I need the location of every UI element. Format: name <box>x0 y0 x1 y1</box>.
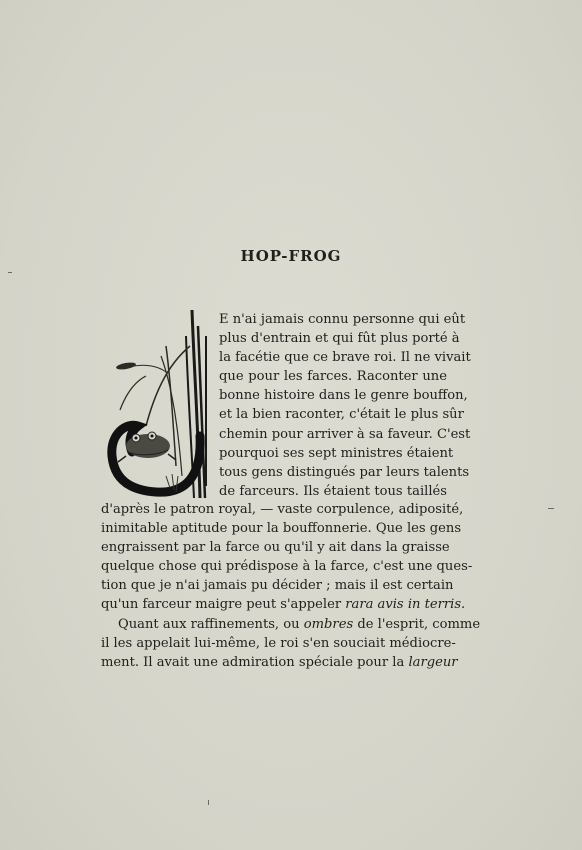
text-fragment: qu'un farceur maigre peut s'appeler <box>101 597 346 613</box>
text-line <box>101 595 466 614</box>
paragraph-1-continued <box>101 500 473 615</box>
drop-cap-illustration-frog-icon <box>106 306 212 500</box>
text-line: tous gens distingués par leurs talents <box>219 464 470 480</box>
italic-word: ombres <box>303 617 354 632</box>
text-fragment: Quant aux raffinements, ou <box>118 617 304 632</box>
paper-speck <box>208 800 209 805</box>
italic-word: largeur <box>408 655 458 671</box>
text-line: de farceurs. Ils étaient tous taillés <box>219 483 447 499</box>
paper-speck <box>548 508 554 509</box>
text-line <box>101 653 458 672</box>
text-line: il les appelait lui-même, le roi s'en souciait médiocre- <box>101 636 456 652</box>
text-line: plus d'entrain et qui fût plus porté à <box>219 331 460 347</box>
text-line: inimitable aptitude pour la bouffonnerie. Que les gens <box>101 521 462 537</box>
text-line: bonne histoire dans le genre bouffon, <box>219 388 468 404</box>
text-line: chemin pour arriver à sa faveur. C'est <box>219 426 471 442</box>
dropcap-wrapped-text <box>219 310 471 501</box>
text-line: la facétie que ce brave roi. Il ne vivait <box>219 350 471 366</box>
italic-phrase: rara avis in terris. <box>345 597 466 613</box>
text-line: pourquoi ses sept ministres étaient <box>219 445 454 461</box>
chapter-title: HOP-FROG <box>240 247 342 265</box>
text-line: tion que je n'ai jamais pu décider ; mais il est certain <box>101 578 454 594</box>
text-fragment: de l'esprit, comme <box>353 617 481 632</box>
text-line: quelque chose qui prédispose à la farce, c'est une ques- <box>101 559 473 575</box>
text-line: et la bien raconter, c'était le plus sûr <box>219 407 464 423</box>
text-line: engraissent par la farce ou qu'il y ait dans la graisse <box>101 540 450 556</box>
text-line: d'après le patron royal, — vaste corpulence, adiposité, <box>101 502 464 517</box>
text-line <box>101 615 481 634</box>
first-line-text: E n'ai jamais connu personne qui eût <box>219 312 466 327</box>
text-fragment: ment. Il avait une admiration spéciale pour la <box>101 655 409 671</box>
paragraph-2 <box>101 615 481 672</box>
first-line <box>219 310 466 329</box>
paper-speck <box>8 272 12 273</box>
text-line: que pour les farces. Raconter une <box>219 369 447 385</box>
